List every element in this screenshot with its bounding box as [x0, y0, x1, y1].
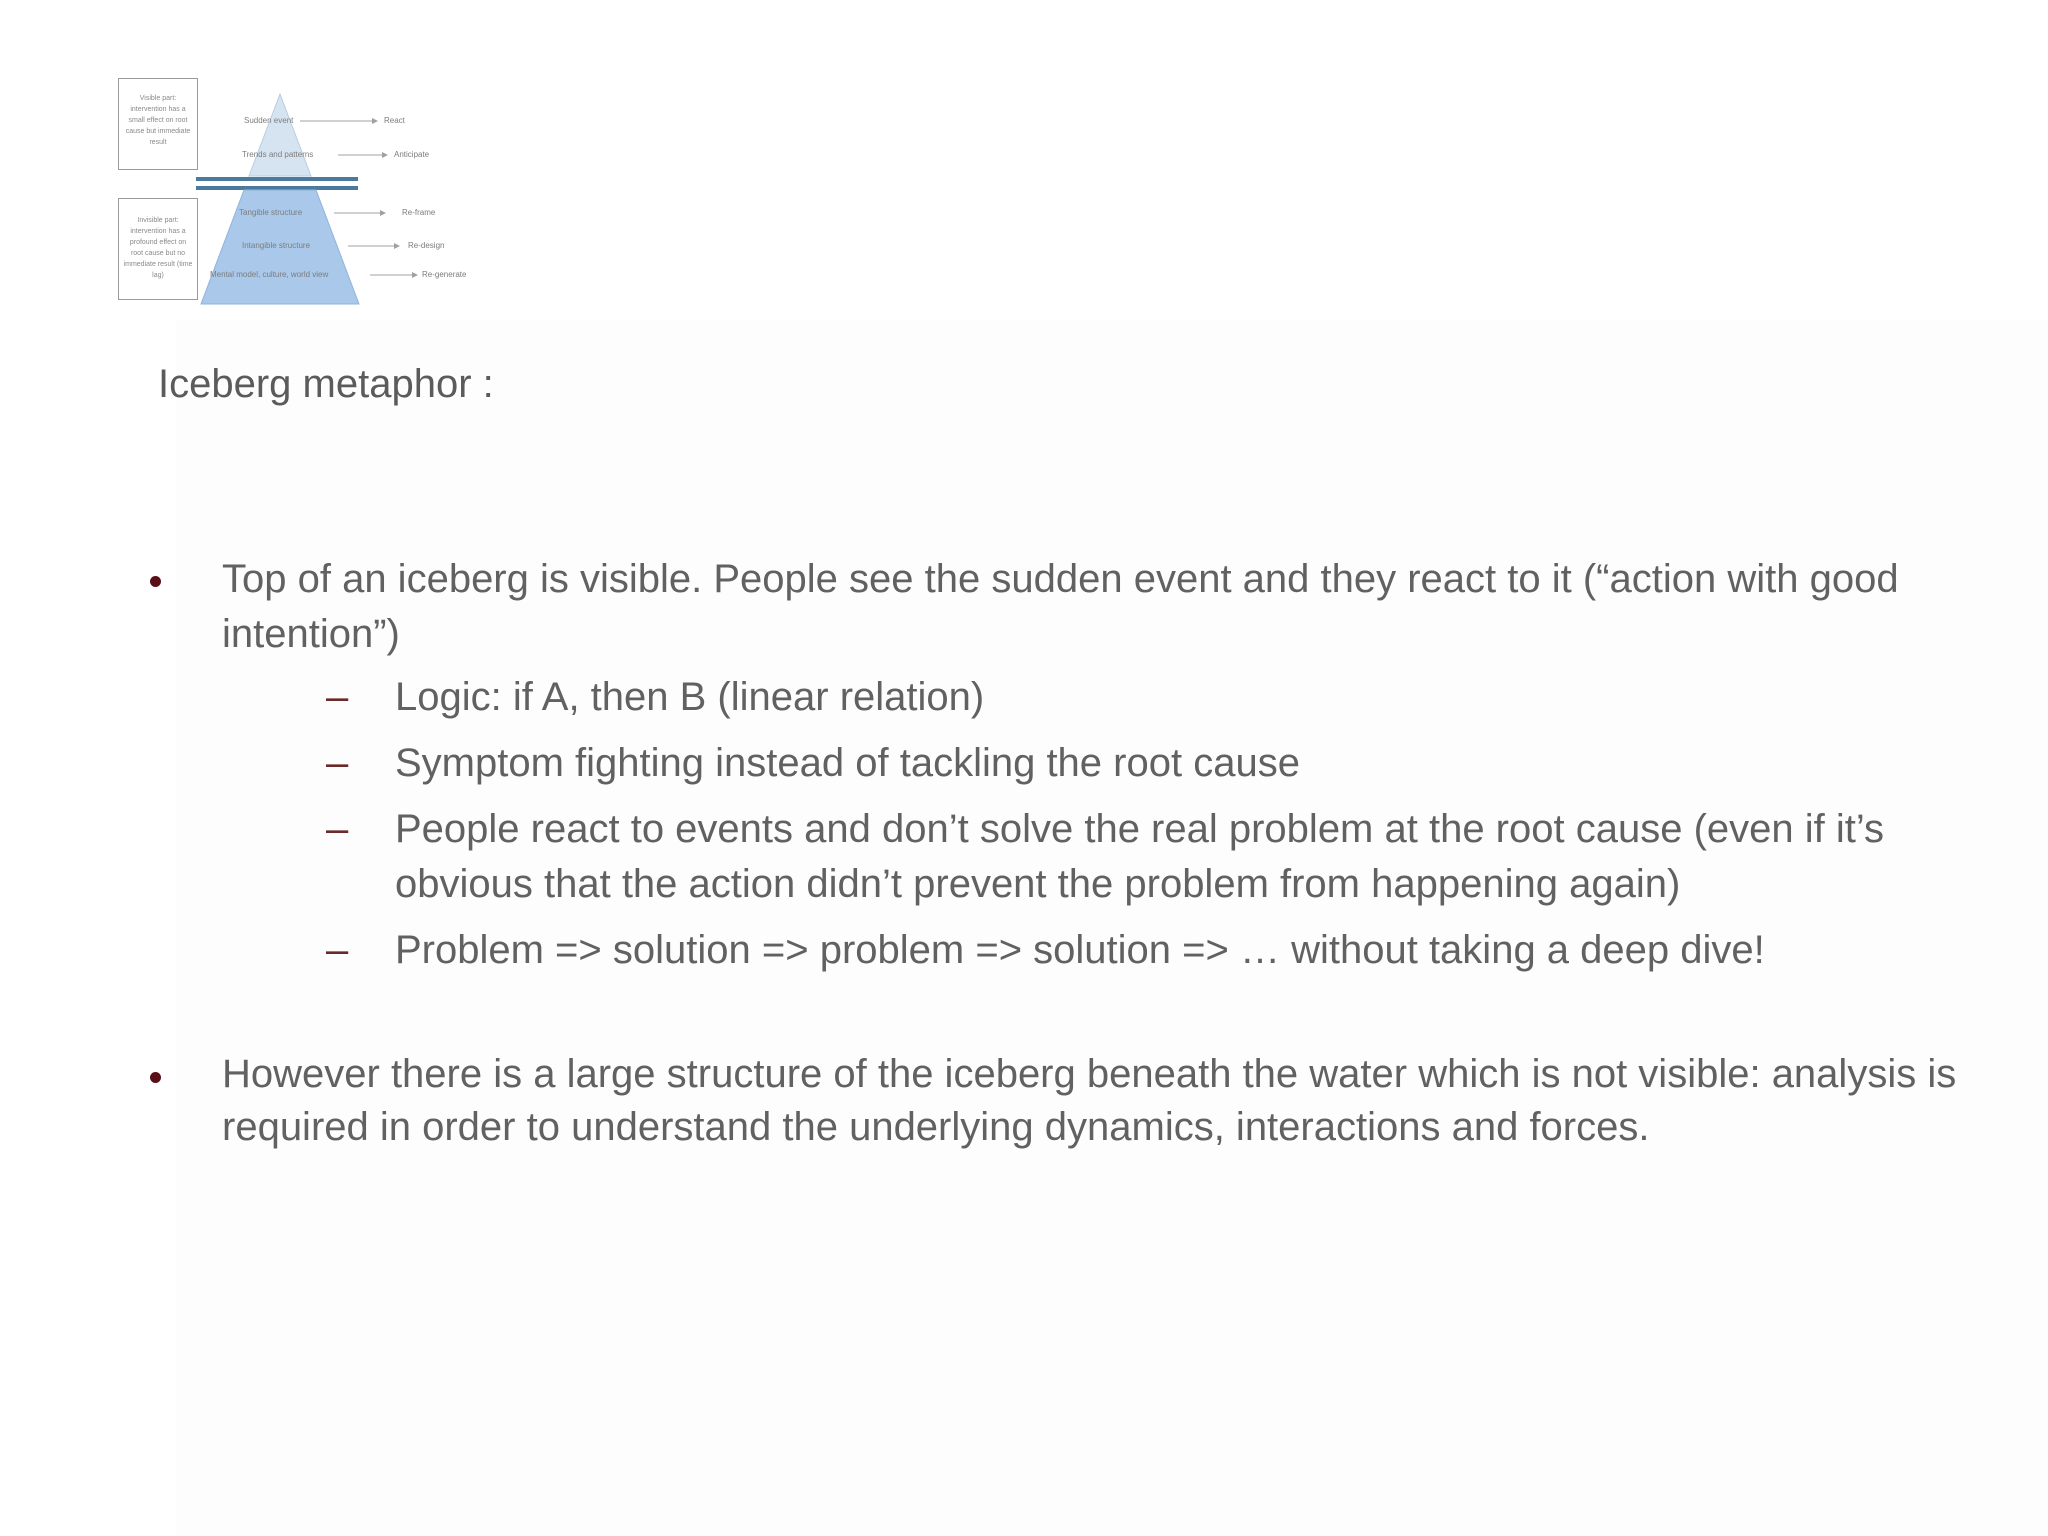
invisible-part-text: Invisible part: intervention has a profound effect on root cause but no immediate result (time lag) — [123, 217, 193, 279]
iceberg-diagram — [112, 74, 492, 310]
bullet-dot — [150, 1072, 161, 1083]
sub-bullet-text: Problem => solution => problem => solution => … without taking a deep dive! — [395, 928, 1765, 972]
dash-marker: – — [326, 741, 349, 785]
level-label-mental-model: Mental model, culture, world view — [210, 270, 329, 279]
visible-part-box — [118, 78, 198, 170]
slide-title: Iceberg metaphor : — [158, 362, 494, 406]
arrowhead-redesign — [394, 243, 400, 249]
visible-part-text: Visible part: intervention has a small effect on root cause but immediate result — [125, 95, 191, 146]
bullet-text: Top of an iceberg is visible. People see the sudden event and they react to it (“action with good intention”) — [222, 557, 1899, 656]
level-action-regenerate: Re-generate — [422, 270, 467, 279]
dash-marker: – — [326, 675, 349, 719]
level-action-reframe: Re-frame — [402, 208, 436, 217]
bullet-item — [140, 1048, 1990, 1154]
level-action-anticipate: Anticipate — [394, 150, 430, 159]
sub-bullet-item — [222, 923, 1990, 978]
sub-bullet-item — [222, 670, 1990, 725]
iceberg-tip — [249, 94, 311, 176]
level-action-react: React — [384, 116, 405, 125]
arrowhead-anticipate — [382, 152, 388, 158]
sub-bullet-item — [222, 802, 1990, 912]
bullet-item — [140, 552, 1990, 978]
sub-bullet-text: Symptom fighting instead of tackling the root cause — [395, 741, 1300, 785]
level-label-tangible: Tangible structure — [239, 208, 303, 217]
level-action-redesign: Re-design — [408, 241, 445, 250]
sub-bullet-text: Logic: if A, then B (linear relation) — [395, 675, 985, 719]
sub-bullet-list — [222, 670, 1990, 978]
level-label-trends: Trends and patterns — [242, 150, 314, 159]
sub-bullet-text: People react to events and don’t solve the real problem at the root cause (even if it’s obvious that the action didn’t prevent the problem from happening again) — [395, 807, 1885, 906]
dash-marker: – — [326, 807, 349, 851]
arrowhead-reframe — [380, 210, 386, 216]
bullet-dot — [150, 576, 161, 587]
sub-bullet-item — [222, 736, 1990, 791]
arrowhead-regenerate — [412, 272, 418, 278]
bullet-text: However there is a large structure of the iceberg beneath the water which is not visible: analysis is required in order to understand the underlying dynamics, interactions and forces. — [222, 1052, 1957, 1149]
level-label-intangible: Intangible structure — [242, 241, 311, 250]
water-line-top — [196, 177, 358, 181]
bullet-list — [140, 552, 1990, 1154]
arrowhead-react — [372, 118, 378, 124]
level-label-sudden-event: Sudden event — [244, 116, 294, 125]
dash-marker: – — [326, 928, 349, 972]
invisible-part-box — [118, 198, 198, 300]
water-line-bottom — [196, 186, 358, 190]
